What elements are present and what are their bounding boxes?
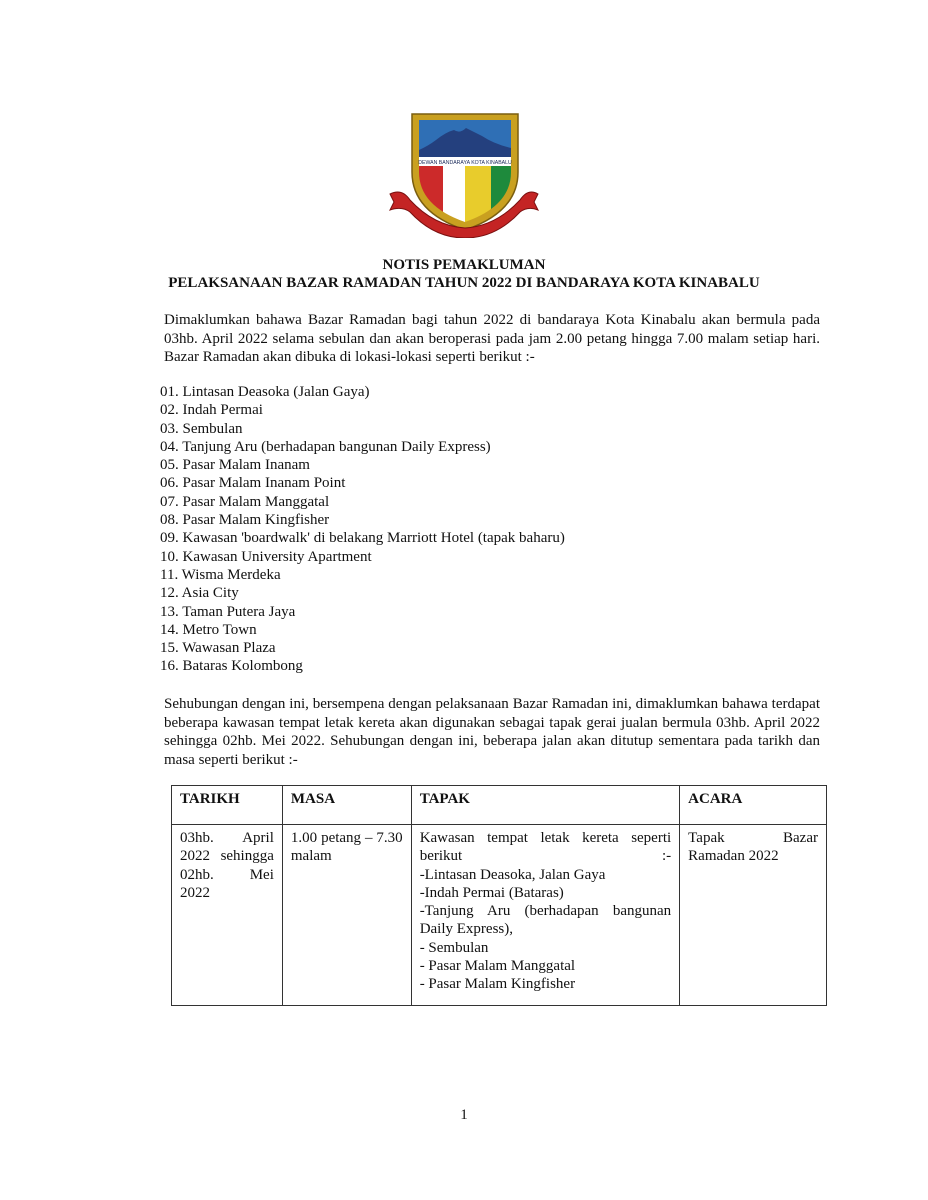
location-item: 01. Lintasan Deasoka (Jalan Gaya) (160, 384, 370, 400)
emblem-caption: DEWAN BANDARAYA KOTA KINABALU (418, 160, 512, 166)
location-item: 11. Wisma Merdeka (160, 566, 281, 583)
cell-tarikh: 03hb. April 2022 sehingga 02hb. Mei 2022 (172, 825, 283, 1006)
location-item: 08. Pasar Malam Kingfisher (160, 512, 330, 529)
table-header-row (172, 786, 827, 825)
tapak-line: -Tanjung Aru (berhadapan bangunan Daily Express), (419, 903, 672, 938)
cell-acara: Tapak Bazar Ramadan 2022 (680, 825, 827, 1006)
header-masa: MASA (282, 786, 411, 825)
location-item: 07. Pasar Malam Manggatal (160, 493, 330, 510)
tapak-line: Kawasan tempat letak kereta seperti berikut :- (419, 830, 672, 865)
tapak-line: -Lintasan Deasoka, Jalan Gaya (419, 866, 606, 883)
intro-paragraph: Dimaklumkan bahawa Bazar Ramadan bagi tahun 2022 di bandaraya Kota Kinabalu akan bermula pada 03hb. April 2022 selama sebulan dan akan beroperasi pada jam 2.00 petang hingga 7.00 malam setiap hari. Bazar Ramadan akan dibuka di lokasi-lokasi seperti berikut :- (164, 312, 820, 365)
location-list (160, 383, 565, 676)
header-tarikh: TARIKH (172, 786, 283, 825)
location-item: 12. Asia City (160, 585, 239, 602)
header-tapak: TAPAK (411, 786, 679, 825)
road-closure-paragraph: Sehubungan dengan ini, bersempena dengan pelaksanaan Bazar Ramadan ini, dimaklumkan bahawa terdapat beberapa kawasan tempat letak kereta akan digunakan sebagai tapak gerai jualan bermula 03hb. April 2022 sehingga 02hb. Mei 2022. Sehubungan dengan ini, beberapa jalan akan ditutup sementara pada tarikh dan masa seperti berikut :- (164, 696, 820, 768)
cell-masa: 1.00 petang – 7.30 malam (282, 825, 411, 1006)
location-item: 10. Kawasan University Apartment (160, 548, 372, 565)
location-item: 03. Sembulan (160, 420, 243, 437)
location-item: 04. Tanjung Aru (berhadapan bangunan Daily Express) (160, 438, 491, 455)
location-item: 09. Kawasan 'boardwalk' di belakang Marriott Hotel (tapak baharu) (160, 530, 565, 547)
tapak-line: -Indah Permai (Bataras) (419, 884, 564, 901)
header-acara: ACARA (680, 786, 827, 825)
location-item: 13. Taman Putera Jaya (160, 603, 296, 620)
location-item: 06. Pasar Malam Inanam Point (160, 475, 346, 492)
table-row (172, 825, 827, 1006)
location-item: 02. Indah Permai (160, 402, 263, 419)
location-item: 16. Bataras Kolombong (160, 658, 303, 675)
cell-tapak (411, 825, 679, 1006)
tapak-line: - Sembulan (419, 939, 489, 956)
notice-title: NOTIS PEMAKLUMAN (382, 257, 546, 273)
location-item: 15. Wawasan Plaza (160, 640, 276, 657)
dbkk-logo-emblem (388, 110, 540, 238)
location-item: 14. Metro Town (160, 621, 257, 638)
notice-subtitle: PELAKSANAAN BAZAR RAMADAN TAHUN 2022 DI BANDARAYA KOTA KINABALU (168, 275, 760, 291)
tapak-line: - Pasar Malam Kingfisher (419, 976, 576, 993)
tapak-line: - Pasar Malam Manggatal (419, 958, 576, 975)
location-item: 05. Pasar Malam Inanam (160, 457, 310, 474)
schedule-table (171, 785, 827, 1006)
page-number: 1 (460, 1107, 468, 1123)
